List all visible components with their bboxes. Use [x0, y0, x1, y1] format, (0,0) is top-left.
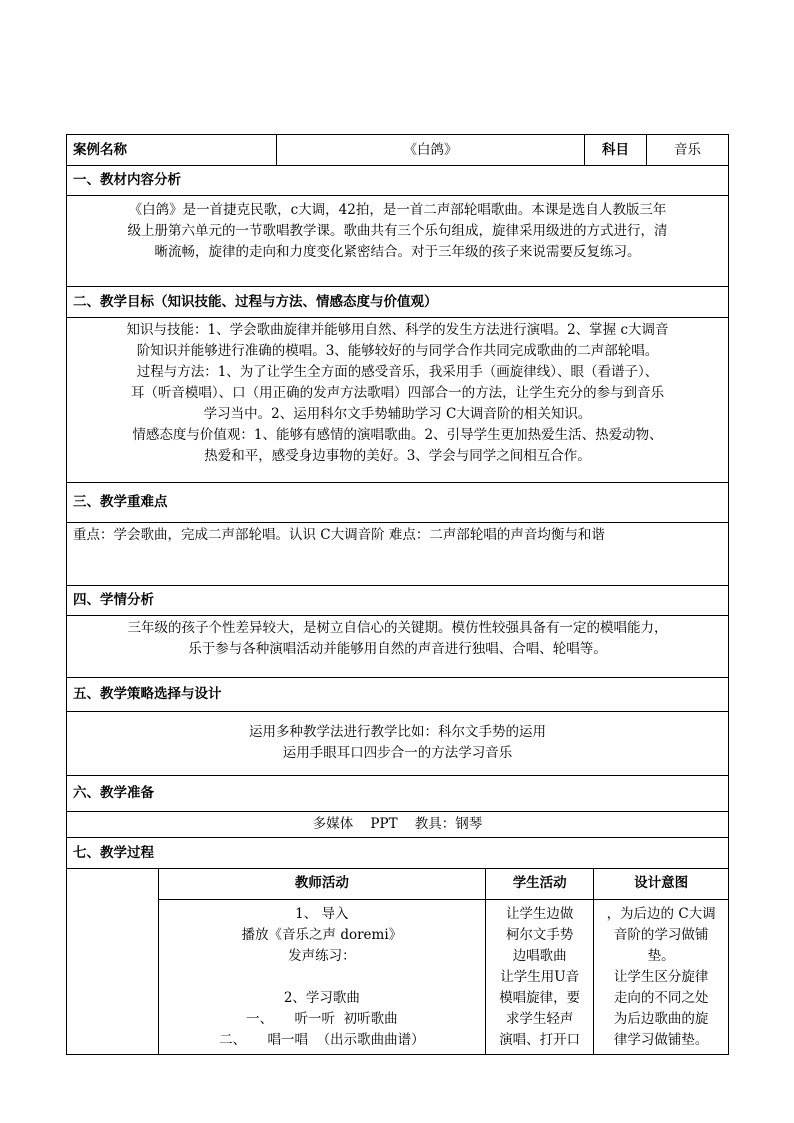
- text-line: 1、 导入: [295, 905, 349, 922]
- text-line: 律学习做铺垫。: [613, 1031, 709, 1048]
- lesson-plan-table: [66, 134, 729, 1055]
- text-line: 知识与技能：1、学会歌曲旋律并能够用自然、科学的发生方法进行演唱。2、掌握 c大调音: [126, 322, 669, 338]
- section-body-objectives: [67, 318, 729, 483]
- text-line: 音阶的学习做铺: [613, 926, 709, 943]
- text-line: [165, 967, 479, 988]
- text-line: 走向的不同之处: [613, 989, 709, 1006]
- case-name-label: 案例名称: [67, 135, 277, 166]
- text-line: 学习当中。2、运用科尔文手势辅助学习 C大调音阶的相关知识。: [203, 406, 592, 422]
- subject-value: 音乐: [647, 135, 729, 166]
- section-body-strategy: [67, 712, 729, 776]
- text-line: 运用手眼耳口四步合一的方法学习音乐: [282, 745, 513, 761]
- text-line: 2、学习歌曲: [283, 989, 360, 1006]
- section-title-preparation: 六、教学准备: [67, 776, 729, 812]
- lesson-plan-page: [66, 134, 728, 1055]
- text-line: 边唱歌曲: [512, 947, 567, 964]
- text-line: 二、 唱一唱 （出示歌曲曲谱）: [219, 1031, 425, 1048]
- text-line: 三年级的孩子个性差异较大，是树立自信心的关键期。模仿性较强具备有一定的模唱能力，: [127, 620, 668, 636]
- section-title-process: 七、教学过程: [67, 838, 729, 869]
- section-title-materials: 一、教材内容分析: [67, 166, 729, 196]
- text-line: 演唱、打开口: [499, 1031, 581, 1048]
- section-body-key-points: 重点：学会歌曲，完成二声部轮唱。认识 C大调音阶 难点：二声部轮唱的声音均衡与和谐: [67, 523, 729, 586]
- process-table-wrapper: [67, 869, 729, 1055]
- text-line: 求学生轻声: [505, 1010, 574, 1027]
- text-line: 乐于参与各种演唱活动并能够用自然的声音进行独唱、合唱、轮唱等。: [188, 641, 607, 657]
- text-line: ，为后边的 C大调: [606, 905, 716, 922]
- text-line: 级上册第六单元的一节歌唱教学课。歌曲共有三个乐句组成，旋律采用级进的方式进行，清: [127, 223, 668, 239]
- section-body-preparation: 多媒体 PPT 教具：钢琴: [67, 812, 729, 838]
- col-teacher-activity: 教师活动: [158, 869, 485, 899]
- process-blank-column: [67, 869, 158, 1054]
- col-student-activity: 学生活动: [486, 869, 594, 899]
- text-line: 运用多种教学法进行教学比如：科尔文手势的运用: [249, 724, 546, 740]
- text-line: 晰流畅，旋律的走向和力度变化紧密结合。对于三年级的孩子来说需要反复练习。: [154, 244, 641, 260]
- text-line: 过程与方法：1、为了让学生全方面的感受音乐，我采用手（画旋律线）、眼（看谱子）、: [136, 364, 659, 380]
- student-activity-cell: [486, 899, 594, 1054]
- section-body-materials: [67, 196, 729, 287]
- section-title-learner-analysis: 四、学情分析: [67, 586, 729, 616]
- case-name-value: 《白鸽》: [277, 135, 585, 166]
- text-line: 热爱和平，感受身边事物的美好。3、学会与同学之间相互合作。: [204, 448, 591, 464]
- text-line: 让学生边做: [505, 905, 574, 922]
- design-intent-cell: [594, 899, 728, 1054]
- section-body-learner-analysis: [67, 616, 729, 678]
- text-line: 让学生用U音: [500, 968, 580, 985]
- text-line: 为后边歌曲的旋: [613, 1010, 709, 1027]
- text-line: 阶知识并能够进行准确的模唱。3、能够较好的与同学合作共同完成歌曲的二声部轮唱。: [136, 343, 659, 359]
- text-line: 发声练习：: [288, 947, 356, 964]
- section-title-key-points: 三、教学重难点: [67, 483, 729, 523]
- subject-label: 科目: [585, 135, 647, 166]
- col-design-intent: 设计意图: [594, 869, 728, 899]
- text-line: 让学生区分旋律: [613, 968, 709, 985]
- teacher-activity-cell: [158, 899, 485, 1054]
- text-line: 《白鸽》是一首捷克民歌，c大调，42拍，是一首二声部轮唱歌曲。本课是选自人教版三年: [128, 202, 667, 218]
- section-title-objectives: 二、教学目标（知识技能、过程与方法、情感态度与价值观）: [67, 287, 729, 318]
- text-line: 柯尔文手势: [505, 926, 574, 943]
- section-title-strategy: 五、教学策略选择与设计: [67, 678, 729, 712]
- text-line: 耳（听音模唱）、口（用正确的发声方法歌唱）四部合一的方法，让学生充分的参与到音乐: [130, 385, 665, 401]
- text-line: 一、 听一听 初听歌曲: [246, 1010, 398, 1027]
- text-line: 情感态度与价值观：1、能够有感情的演唱歌曲。2、引导学生更加热爱生活、热爱动物、: [132, 427, 663, 443]
- process-table: [67, 869, 728, 1054]
- text-line: 垫。: [647, 947, 675, 964]
- text-line: 播放《音乐之声 doremi》: [241, 926, 403, 943]
- text-line: 模唱旋律，要: [499, 989, 581, 1006]
